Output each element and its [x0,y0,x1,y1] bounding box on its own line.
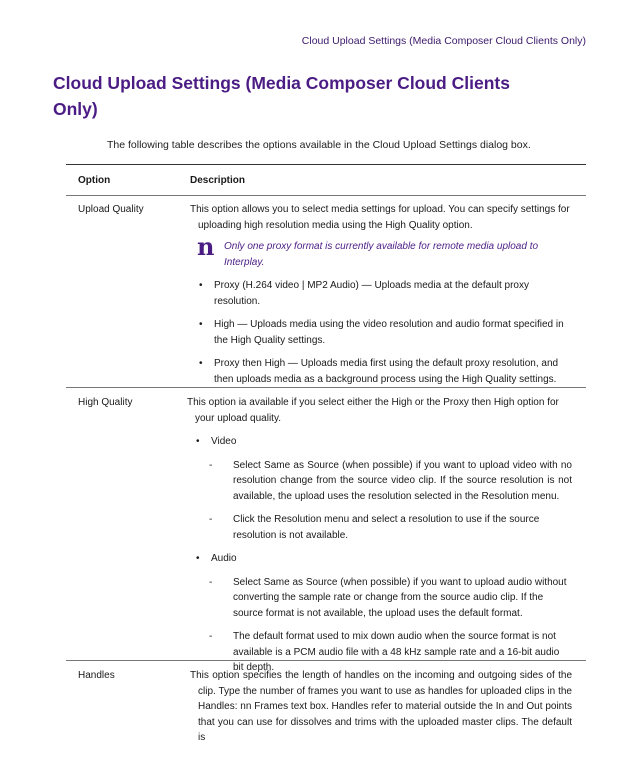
table-row-high-quality [66,395,586,673]
row-divider [66,387,586,388]
header-description: Description [190,174,246,186]
bullet-icon: • [199,319,203,330]
sub-item-text: Select Same as Source (when possible) if you want to upload audio without converting the sample rate or change from the source audio clip. If the source format is not available, the upload uses the default format. [233,576,567,619]
intro-paragraph: The following table describes the options available in the Cloud Upload Settings dialog box. [107,139,531,151]
bullet-icon: • [199,280,203,291]
high-quality-text: This option ia available if you select either the High or the Proxy then High option for your upload quality. [187,397,559,424]
table-row-upload-quality [66,202,586,387]
sub-item-text: Click the Resolution menu and select a resolution to use if the source resolution is not available. [233,514,540,541]
list-item [190,356,572,387]
handles-text: This option specifies the length of handles on the incoming and outgoing sides of the clip. Type the number of frames you want to use as handles for uploaded clips in the Handles: nn Frames text box. Handles refer to material outside the In and Out points that you can use for dissolves and trims with the uploaded master clips. The default is [190,670,572,743]
sub-item [187,575,572,622]
bullet-icon: • [199,358,203,369]
description-upload-quality [190,202,572,387]
description-handles [190,668,572,746]
bullet-icon: • [196,553,200,564]
dash-icon: - [209,576,213,588]
option-handles: Handles [78,670,115,681]
table-header-row [66,165,586,195]
running-header: Cloud Upload Settings (Media Composer Cloud Clients Only) [301,35,586,47]
sub-item-text: The default format used to mix down audio when the source format is not available is a PCM audio file with a 48 kHz sample rate and a 16-bit audio bit depth. [233,631,560,673]
table-row-handles [66,668,586,758]
list-item-audio [187,551,572,567]
dash-icon: - [209,631,213,642]
note-callout [190,232,572,270]
sub-item-text: Select Same as Source (when possible) if you want to upload video with no resolution change from the source video clip. If the source resolution is not available, the upload uses the resolution selected in the Resolution menu. [233,459,572,502]
option-high-quality: High Quality [78,397,133,408]
table-header-rule [66,195,586,196]
bullet-text: High — Uploads media using the video resolution and audio format specified in the High Quality settings. [214,319,564,346]
bullet-text: Proxy then High — Uploads media first using the default proxy resolution, and then uploads media as a background process using the High Quality settings. [214,358,559,385]
note-icon: n [197,232,215,261]
bullet-text: Proxy (H.264 video | MP2 Audio) — Uploads media at the default proxy resolution. [214,280,529,307]
options-table [66,164,586,758]
description-high-quality [187,395,572,676]
sub-item [187,458,572,505]
list-item [190,317,572,348]
page-title: Cloud Upload Settings (Media Composer Cloud Clients Only) [53,73,510,119]
upload-quality-text: This option allows you to select media settings for upload. You can specify settings for uploading high resolution media using the High Quality option. [190,204,570,231]
bullet-text: Video [211,436,237,447]
bullet-icon: • [196,436,200,447]
header-option: Option [78,174,111,186]
list-item [190,278,572,309]
option-upload-quality: Upload Quality [78,204,144,215]
bullet-text: Audio [211,553,237,564]
sub-item [187,512,572,543]
list-item-video [187,434,572,450]
dash-icon: - [209,514,213,525]
note-text: Only one proxy format is currently available for remote media upload to Interplay. [224,241,539,268]
dash-icon: - [209,459,213,471]
